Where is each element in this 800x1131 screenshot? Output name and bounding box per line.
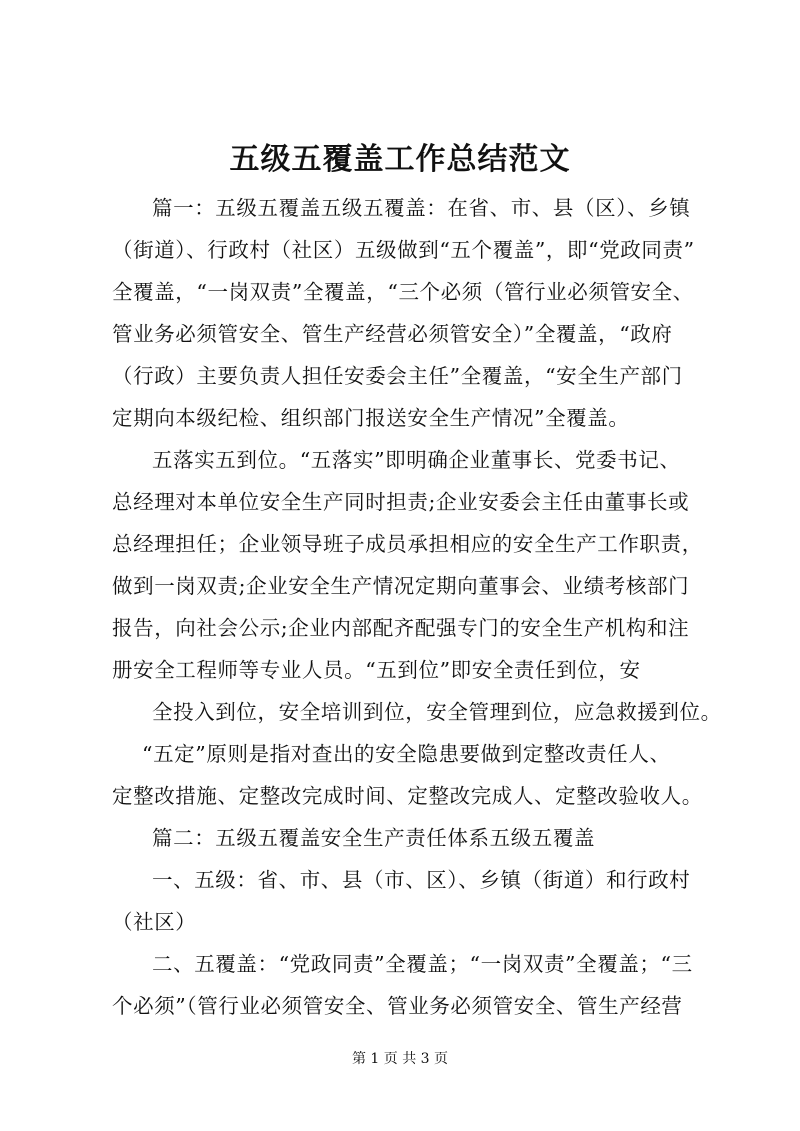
body-line-15: 定整改措施、定整改完成时间、定整改完成人、定整改验收人。	[112, 784, 703, 808]
body-line-16: 篇二：五级五覆盖安全生产责任体系五级五覆盖	[152, 826, 596, 850]
body-line-6: 定期向本级纪检、组织部门报送安全生产情况”全覆盖。	[112, 406, 630, 430]
body-line-4: 管业务必须管安全、管生产经营必须管安全）”全覆盖，“政府	[112, 322, 673, 346]
body-line-2: （街道）、行政村（社区）五级做到“五个覆盖”，即“党政同责”	[112, 238, 695, 262]
body-line-10: 做到一岗双责;企业安全生产情况定期向董事会、业绩考核部门	[112, 574, 690, 598]
body-line-14: “五定”原则是指对查出的安全隐患要做到定整改责任人、	[142, 742, 671, 766]
body-line-8: 总经理对本单位安全生产同时担责;企业安委会主任由董事长或	[112, 490, 690, 514]
body-line-13: 全投入到位，安全培训到位，安全管理到位，应急救援到位。	[152, 700, 722, 724]
document-title: 五级五覆盖工作总结范文	[229, 142, 571, 177]
body-line-3: 全覆盖，“一岗双责”全覆盖，“三个必须（管行业必须管安全、	[112, 280, 694, 304]
body-line-5: （行政）主要负责人担任安委会主任”全覆盖，“安全生产部门	[112, 364, 683, 388]
body-line-9: 总经理担任；企业领导班子成员承担相应的安全生产工作职责，	[112, 532, 703, 556]
body-line-19: 二、五覆盖：“党政同责”全覆盖；“一岗双责”全覆盖；“三	[152, 952, 693, 976]
body-line-20: 个必须”（管行业必须管安全、管业务必须管安全、管生产经营	[112, 994, 683, 1018]
body-line-1: 篇一：五级五覆盖五级五覆盖：在省、市、县（区）、乡镇	[152, 196, 691, 220]
page-footer: 第 1 页 共 3 页	[351, 1051, 449, 1067]
body-line-12: 册安全工程师等专业人员。“五到位”即安全责任到位，安	[112, 658, 641, 682]
body-line-11: 报告，向社会公示;企业内部配齐配强专门的安全生产机构和注	[112, 616, 690, 640]
body-line-7: 五落实五到位。“五落实”即明确企业董事长、党委书记、	[152, 448, 681, 472]
body-line-18: （社区）	[112, 910, 197, 934]
body-line-17: 一、五级：省、市、县（市、区）、乡镇（街道）和行政村	[152, 868, 691, 892]
